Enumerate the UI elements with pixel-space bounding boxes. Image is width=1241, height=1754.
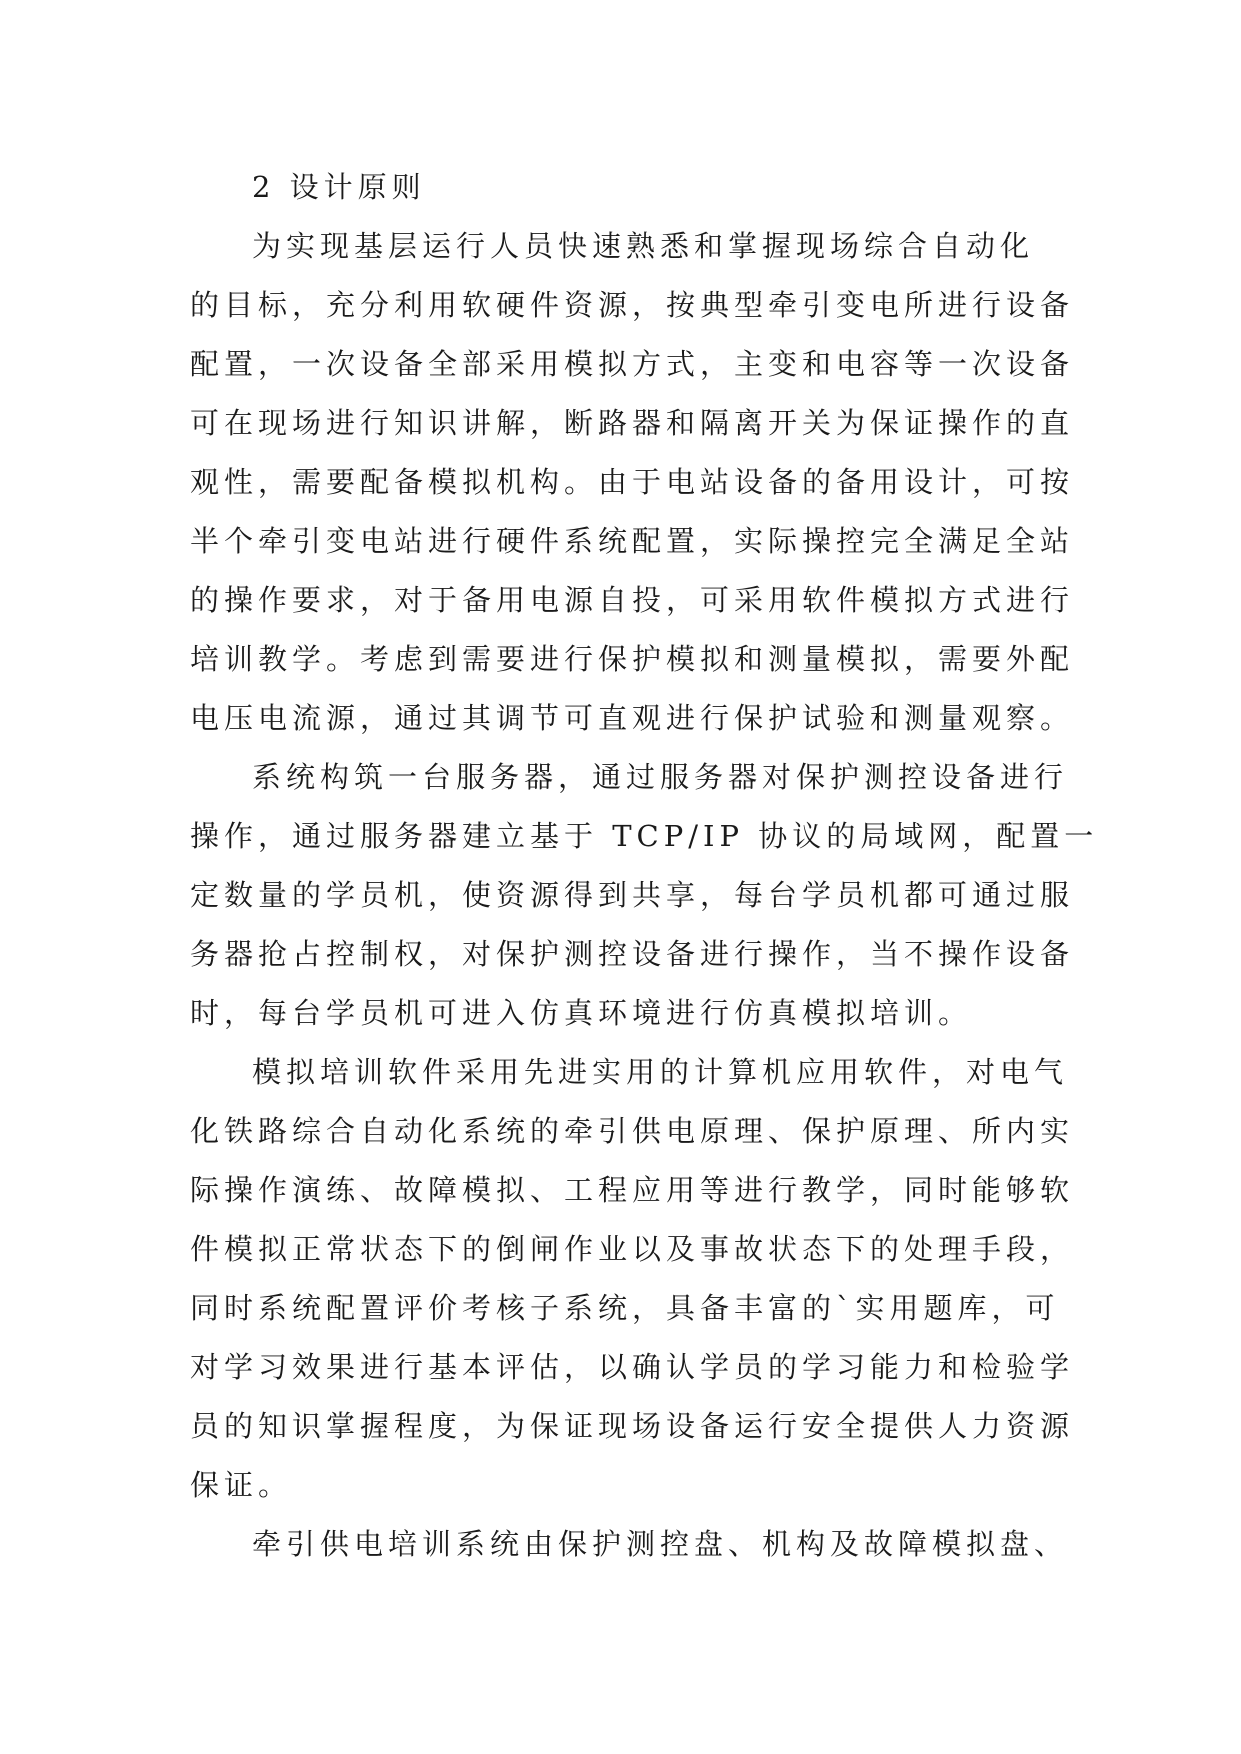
text-line: 培训教学。考虑到需要进行保护模拟和测量模拟，需要外配 xyxy=(190,642,1075,676)
text-line: 保证。 xyxy=(190,1468,293,1502)
text-line: 操作，通过服务器建立基于 TCP/IP 协议的局域网，配置一 xyxy=(190,819,1099,853)
text-line: 员的知识掌握程度，为保证现场设备运行安全提供人力资源 xyxy=(190,1409,1075,1443)
text-line: 定数量的学员机，使资源得到共享，每台学员机都可通过服 xyxy=(190,878,1075,912)
text-line: 配置，一次设备全部采用模拟方式，主变和电容等一次设备 xyxy=(190,347,1075,381)
text-line: 半个牵引变电站进行硬件系统配置，实际操控完全满足全站 xyxy=(190,524,1075,558)
paragraph-lines xyxy=(190,217,1099,1574)
section-heading: 2 设计原则 xyxy=(252,170,426,204)
text-line: 务器抢占控制权，对保护测控设备进行操作，当不操作设备 xyxy=(190,937,1075,971)
text-line: 对学习效果进行基本评估，以确认学员的学习能力和检验学 xyxy=(190,1350,1075,1384)
text-line: 观性，需要配备模拟机构。由于电站设备的备用设计，可按 xyxy=(190,465,1075,499)
text-line: 模拟培训软件采用先进实用的计算机应用软件，对电气 xyxy=(252,1055,1069,1089)
text-line: 际操作演练、故障模拟、工程应用等进行教学，同时能够软 xyxy=(190,1173,1075,1207)
text-line: 化铁路综合自动化系统的牵引供电原理、保护原理、所内实 xyxy=(190,1114,1075,1148)
text-line: 牵引供电培训系统由保护测控盘、机构及故障模拟盘、 xyxy=(252,1527,1069,1561)
text-line: 时，每台学员机可进入仿真环境进行仿真模拟培训。 xyxy=(190,996,973,1030)
text-line: 电压电流源，通过其调节可直观进行保护试验和测量观察。 xyxy=(190,701,1075,735)
text-line: 件模拟正常状态下的倒闸作业以及事故状态下的处理手段， xyxy=(190,1232,1075,1266)
text-line: 同时系统配置评价考核子系统，具备丰富的`实用题库，可 xyxy=(190,1291,1060,1325)
text-line: 的操作要求，对于备用电源自投，可采用软件模拟方式进行 xyxy=(190,583,1075,617)
text-line: 系统构筑一台服务器，通过服务器对保护测控设备进行 xyxy=(252,760,1069,794)
text-line: 为实现基层运行人员快速熟悉和掌握现场综合自动化 xyxy=(252,229,1035,263)
document-body xyxy=(190,158,1099,1574)
text-line: 的目标，充分利用软硬件资源，按典型牵引变电所进行设备 xyxy=(190,288,1075,322)
text-line: 可在现场进行知识讲解，断路器和隔离开关为保证操作的直 xyxy=(190,406,1075,440)
